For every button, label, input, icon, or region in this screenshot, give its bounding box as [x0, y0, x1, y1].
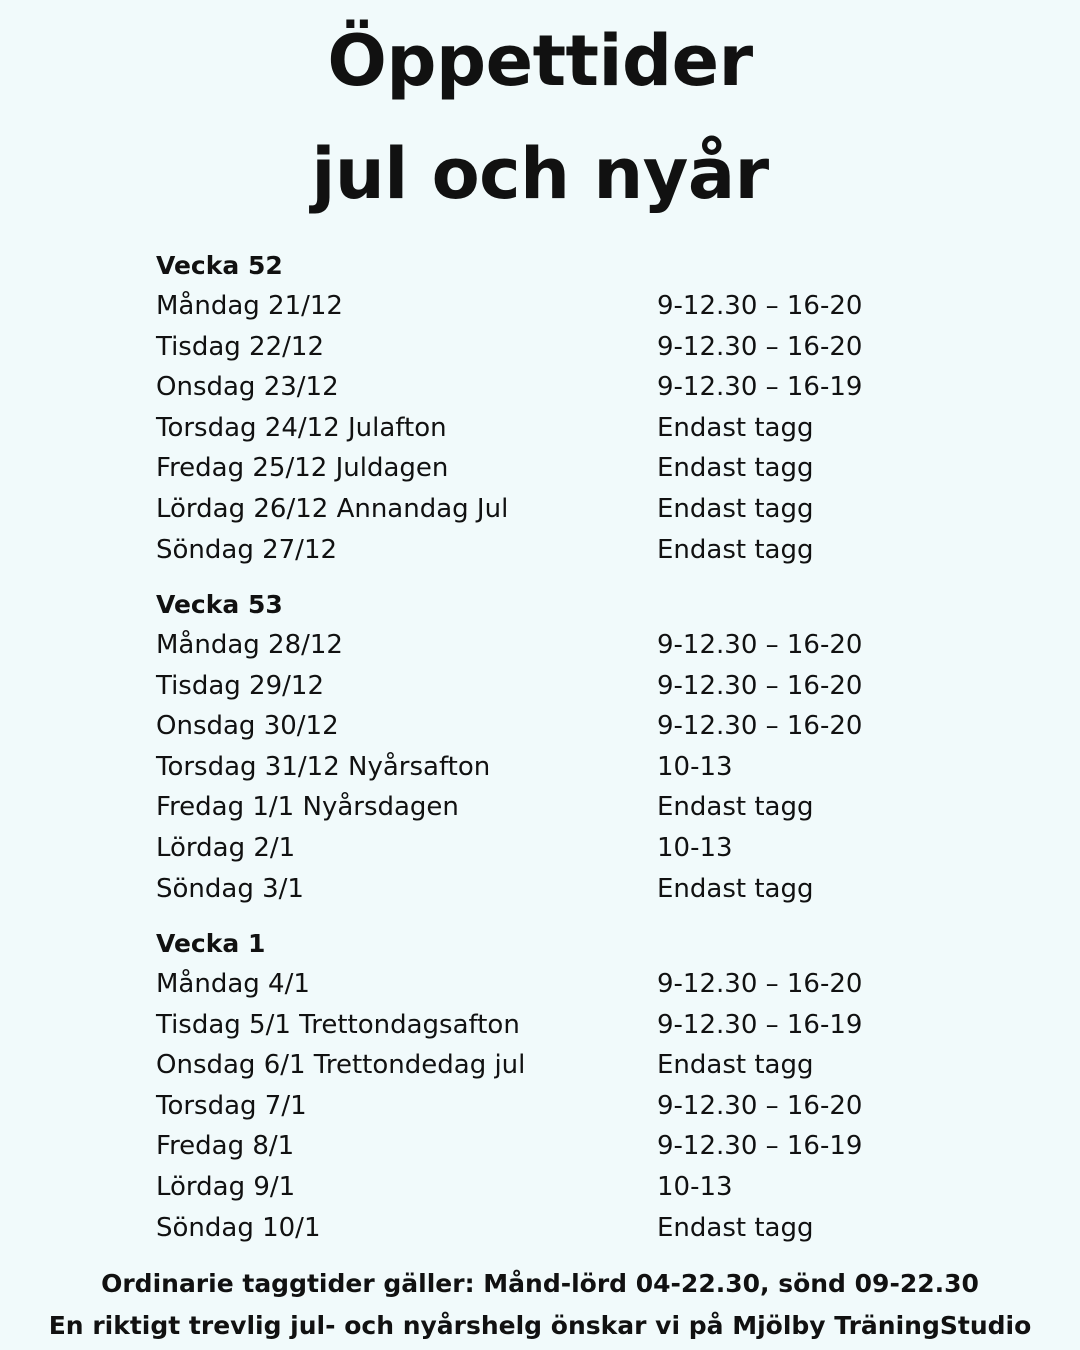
week-heading: Vecka 1	[156, 929, 266, 958]
day-label: Onsdag 30/12	[156, 711, 339, 742]
schedule-row	[156, 286, 916, 327]
day-label: Söndag 27/12	[156, 534, 338, 565]
day-label: Fredag 25/12 Juldagen	[156, 453, 449, 484]
week-section-53	[156, 585, 916, 909]
schedule-row	[156, 530, 916, 571]
schedule-row	[156, 869, 916, 910]
hours-value: Endast tagg	[657, 453, 814, 484]
schedule-row	[156, 327, 916, 368]
day-label: Tisdag 29/12	[156, 670, 324, 701]
hours-value: 9-12.30 – 16-19	[657, 1009, 863, 1040]
hours-value: Endast tagg	[657, 1212, 814, 1243]
schedule-row	[156, 448, 916, 489]
hours-value: 9-12.30 – 16-20	[657, 331, 863, 362]
page-title: Öppettider	[327, 20, 753, 102]
hours-value: 9-12.30 – 16-19	[657, 372, 863, 403]
day-label: Lördag 26/12 Annandag Jul	[156, 493, 509, 524]
schedule-row	[156, 625, 916, 666]
day-label: Söndag 3/1	[156, 873, 304, 904]
day-label: Lördag 2/1	[156, 832, 296, 863]
page-subtitle: jul och nyår	[311, 133, 769, 215]
hours-value: Endast tagg	[657, 1050, 814, 1081]
regular-hours-note: Ordinarie taggtider gäller: Månd-lörd 04-22.30, sönd 09-22.30	[101, 1269, 979, 1298]
hours-value: Endast tagg	[657, 873, 814, 904]
schedule-row	[156, 1208, 916, 1249]
schedule-row	[156, 1086, 916, 1127]
schedule-row	[156, 1045, 916, 1086]
hours-value: 9-12.30 – 16-20	[657, 1090, 863, 1121]
hours-value: 10-13	[657, 1171, 733, 1202]
schedule-row	[156, 408, 916, 449]
schedule-row	[156, 787, 916, 828]
schedule-row	[156, 666, 916, 707]
hours-value: 10-13	[657, 751, 733, 782]
day-label: Tisdag 5/1 Trettondagsafton	[156, 1009, 520, 1040]
schedule-row	[156, 1126, 916, 1167]
schedule-row	[156, 747, 916, 788]
hours-value: 9-12.30 – 16-20	[657, 711, 863, 742]
hours-value: 9-12.30 – 16-20	[657, 630, 863, 660]
hours-value: 10-13	[657, 832, 733, 863]
schedule-row	[156, 1005, 916, 1046]
schedule-row	[156, 489, 916, 530]
day-label: Måndag 21/12	[156, 291, 343, 321]
day-label: Fredag 1/1 Nyårsdagen	[156, 792, 459, 823]
hours-value: 9-12.30 – 16-20	[657, 969, 863, 999]
schedule-row	[156, 964, 916, 1005]
schedule-row	[156, 828, 916, 869]
week-section-1	[156, 924, 916, 1248]
day-label: Torsdag 31/12 Nyårsafton	[156, 751, 491, 782]
hours-value: Endast tagg	[657, 493, 814, 524]
week-heading: Vecka 52	[156, 251, 283, 280]
hours-value: 9-12.30 – 16-20	[657, 670, 863, 701]
week-heading: Vecka 53	[156, 590, 283, 619]
schedule-row	[156, 706, 916, 747]
day-label: Fredag 8/1	[156, 1131, 295, 1162]
day-label: Lördag 9/1	[156, 1171, 296, 1202]
hours-value: 9-12.30 – 16-19	[657, 1131, 863, 1162]
day-label: Måndag 4/1	[156, 969, 310, 999]
day-label: Tisdag 22/12	[156, 331, 324, 362]
schedule-row	[156, 1167, 916, 1208]
hours-value: Endast tagg	[657, 534, 814, 565]
hours-value: Endast tagg	[657, 412, 814, 443]
schedule-row	[156, 367, 916, 408]
day-label: Onsdag 23/12	[156, 372, 339, 403]
hours-value: Endast tagg	[657, 792, 814, 823]
day-label: Onsdag 6/1 Trettondedag jul	[156, 1050, 526, 1081]
day-label: Måndag 28/12	[156, 630, 343, 660]
week-section-52	[156, 246, 916, 570]
day-label: Torsdag 24/12 Julafton	[156, 412, 447, 443]
day-label: Torsdag 7/1	[156, 1090, 307, 1121]
day-label: Söndag 10/1	[156, 1212, 321, 1243]
hours-value: 9-12.30 – 16-20	[657, 291, 863, 321]
greeting-note: En riktigt trevlig jul- och nyårshelg önskar vi på Mjölby TräningStudio	[48, 1311, 1032, 1340]
